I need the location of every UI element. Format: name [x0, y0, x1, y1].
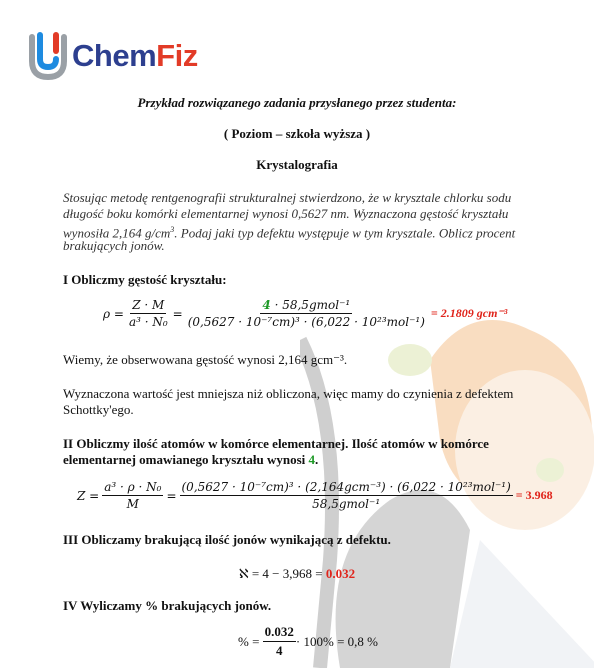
conclusion-line-2: Schottky'ego. [63, 402, 134, 417]
observed-density-text: Wiemy, że obserwowana gęstość wynosi 2,164 gcm⁻³. [63, 352, 348, 367]
step-1-heading: I Obliczmy gęstość kryształu: [63, 272, 227, 287]
density-fraction-numeric: $\frac{\text{4 · 58,5gmol⁻¹}}{\text{(0,5627 · 10⁻⁷cm)³ · (6,022 · 10²³mol⁻¹)}}$ [187, 298, 425, 329]
level-label: ( Poziom – szkoła wyższa ) [223, 126, 371, 141]
logo-text-chem: Chem [72, 38, 157, 73]
missing-ions-equation: ℵ = 4 − 3,968 = 0.032 [238, 566, 356, 581]
percent-equation: % = $\frac{0.032}{4}$ · 100% = 0,8 % [238, 624, 378, 658]
step-2-heading-line-2: elementarnej omawianego kryształu wynosi 4. [63, 452, 319, 467]
atoms-fraction-numeric: $\frac{\text{(0,5627 · 10⁻⁷cm)³ · (2,164gcm⁻³) · (6,022 · 10²³mol⁻¹)}}{\text{58,5gmol⁻¹}}$ [181, 480, 511, 511]
atoms-result: = 3.968 [515, 488, 553, 502]
logo-text-fiz: Fiz [156, 38, 198, 73]
percent-result: · 100% = 0,8 % [295, 633, 378, 649]
problem-line-3: wynosiła 2,164 $g/cm^3$. Podaj jaki typ defektu występuje w tym krysztale. Oblicz procent [63, 225, 516, 241]
step-2-heading-line-1: II Obliczmy ilość atomów w komórce elementarnej. Ilość atomów w komórce [63, 436, 489, 451]
test-tube-logo-icon [26, 31, 70, 81]
percent-fraction: $\frac{0.032}{4}$ [264, 624, 294, 658]
atoms-equation: Z = $\frac{\text{a³ · ρ · N₀}}{M}$ = $\frac{\text{(0,5627 · 10⁻⁷cm)³ · (2,164gcm⁻³) · (6,022 · 10²³mol⁻¹)}}{\text{58,5gmol⁻¹}}$ = 3.968 [77, 480, 553, 511]
problem-line-2: długość boku komórki elementarnej wynosi 0,5627 nm. Wyznaczona gęstość kryształu [63, 206, 509, 221]
density-equation: ρ = $\frac{Z \cdot M}{\text{a³ · N₀}}$ = $\frac{\text{4 · 58,5gmol⁻¹}}{\text{(0,5627 · 10⁻⁷cm)³ · (6,022 · 10²³mol⁻¹)}}$ = 2.1809 gcm⁻³ [103, 298, 508, 329]
atoms-fraction-symbolic: $\frac{\text{a³ · ρ · N₀}}{M}$ [104, 480, 162, 511]
conclusion-line-1: Wyznaczona wartość jest mniejsza niż obliczona, więc mamy do czynienia z defektem [63, 386, 514, 401]
step-4-heading: IV Wyliczamy % brakujących jonów. [63, 598, 272, 613]
step-3-heading: III Obliczamy brakującą ilość jonów wynikającą z defektu. [63, 532, 391, 547]
topic-heading: Krystalografia [256, 157, 338, 172]
missing-ions-result: 0.032 [325, 566, 356, 581]
document-title: Przykład rozwiązanego zadania przysłanego przez studenta: [137, 95, 457, 110]
problem-line-1: Stosując metodę rentgenografii strukturalnej stwierdzono, że w krysztale chlorku sodu [63, 190, 512, 205]
chemfiz-logo [26, 30, 198, 82]
density-fraction-symbolic: $\frac{Z \cdot M}{\text{a³ · N₀}}$ [128, 298, 168, 329]
density-result: = 2.1809 gcm⁻³ [430, 306, 508, 320]
problem-line-4: brakujących jonów. [63, 238, 165, 253]
